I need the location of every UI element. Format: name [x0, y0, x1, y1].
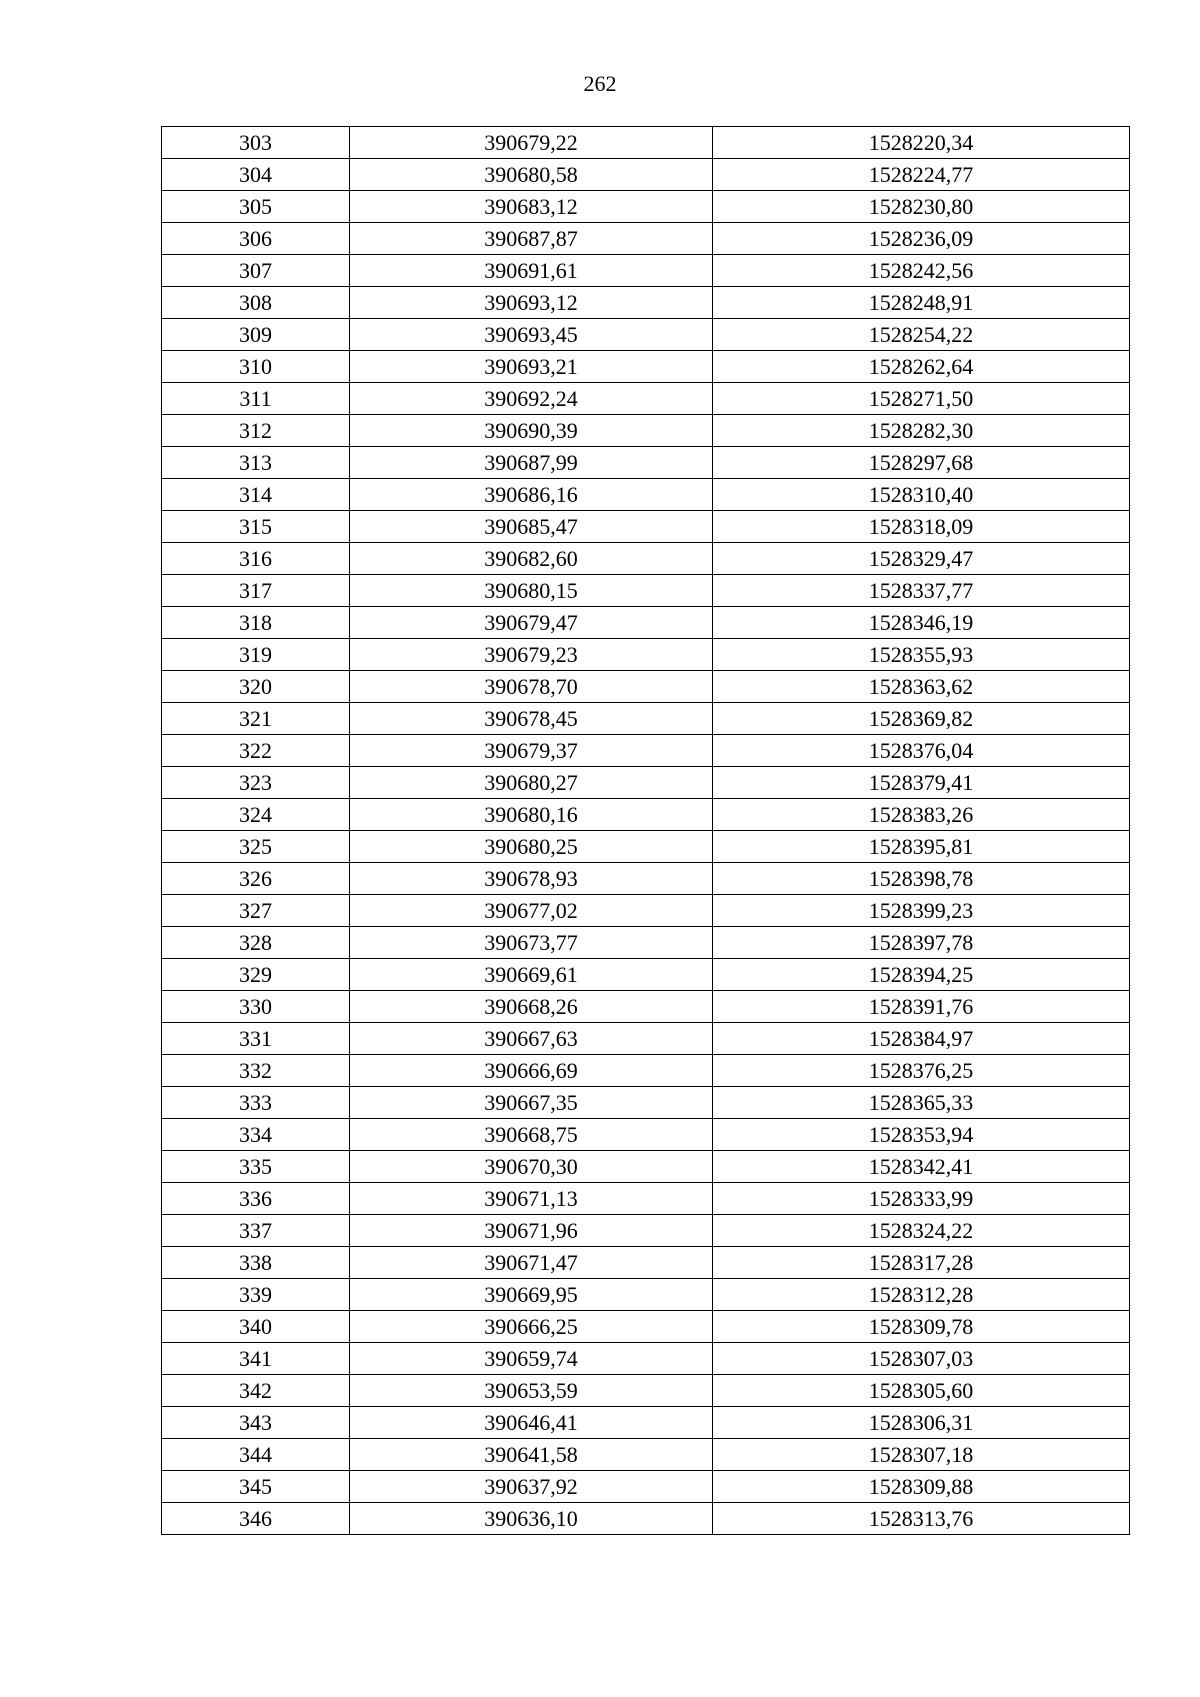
y-coordinate-cell: 1528363,62 [713, 671, 1130, 703]
point-number-cell: 340 [162, 1311, 350, 1343]
y-coordinate-cell: 1528309,78 [713, 1311, 1130, 1343]
y-coordinate-cell: 1528346,19 [713, 607, 1130, 639]
table-row [162, 1247, 1130, 1279]
x-coordinate-cell: 390671,13 [350, 1183, 713, 1215]
x-coordinate-cell: 390670,30 [350, 1151, 713, 1183]
table-row [162, 255, 1130, 287]
x-coordinate-cell: 390679,23 [350, 639, 713, 671]
table-row [162, 575, 1130, 607]
y-coordinate-cell: 1528333,99 [713, 1183, 1130, 1215]
point-number-cell: 312 [162, 415, 350, 447]
point-number-cell: 324 [162, 799, 350, 831]
table-row [162, 1439, 1130, 1471]
point-number-cell: 317 [162, 575, 350, 607]
x-coordinate-cell: 390693,12 [350, 287, 713, 319]
y-coordinate-cell: 1528384,97 [713, 1023, 1130, 1055]
y-coordinate-cell: 1528376,25 [713, 1055, 1130, 1087]
table-row [162, 1183, 1130, 1215]
table-row [162, 1055, 1130, 1087]
point-number-cell: 338 [162, 1247, 350, 1279]
x-coordinate-cell: 390666,69 [350, 1055, 713, 1087]
x-coordinate-cell: 390641,58 [350, 1439, 713, 1471]
table-row [162, 159, 1130, 191]
point-number-cell: 306 [162, 223, 350, 255]
point-number-cell: 330 [162, 991, 350, 1023]
table-row [162, 511, 1130, 543]
point-number-cell: 311 [162, 383, 350, 415]
point-number-cell: 345 [162, 1471, 350, 1503]
table-row [162, 1151, 1130, 1183]
point-number-cell: 316 [162, 543, 350, 575]
y-coordinate-cell: 1528391,76 [713, 991, 1130, 1023]
y-coordinate-cell: 1528307,18 [713, 1439, 1130, 1471]
table-row [162, 1023, 1130, 1055]
y-coordinate-cell: 1528324,22 [713, 1215, 1130, 1247]
point-number-cell: 304 [162, 159, 350, 191]
x-coordinate-cell: 390678,93 [350, 863, 713, 895]
x-coordinate-cell: 390680,58 [350, 159, 713, 191]
x-coordinate-cell: 390685,47 [350, 511, 713, 543]
y-coordinate-cell: 1528318,09 [713, 511, 1130, 543]
x-coordinate-cell: 390678,45 [350, 703, 713, 735]
coordinates-table-body [162, 127, 1130, 1535]
table-row [162, 1215, 1130, 1247]
table-row [162, 127, 1130, 159]
point-number-cell: 337 [162, 1215, 350, 1247]
point-number-cell: 315 [162, 511, 350, 543]
y-coordinate-cell: 1528379,41 [713, 767, 1130, 799]
y-coordinate-cell: 1528254,22 [713, 319, 1130, 351]
y-coordinate-cell: 1528317,28 [713, 1247, 1130, 1279]
x-coordinate-cell: 390677,02 [350, 895, 713, 927]
table-row [162, 319, 1130, 351]
table-row [162, 1119, 1130, 1151]
y-coordinate-cell: 1528271,50 [713, 383, 1130, 415]
y-coordinate-cell: 1528342,41 [713, 1151, 1130, 1183]
table-row [162, 671, 1130, 703]
y-coordinate-cell: 1528282,30 [713, 415, 1130, 447]
y-coordinate-cell: 1528248,91 [713, 287, 1130, 319]
x-coordinate-cell: 390692,24 [350, 383, 713, 415]
x-coordinate-cell: 390680,15 [350, 575, 713, 607]
x-coordinate-cell: 390680,25 [350, 831, 713, 863]
x-coordinate-cell: 390671,96 [350, 1215, 713, 1247]
y-coordinate-cell: 1528398,78 [713, 863, 1130, 895]
table-row [162, 1375, 1130, 1407]
table-row [162, 735, 1130, 767]
x-coordinate-cell: 390679,47 [350, 607, 713, 639]
x-coordinate-cell: 390691,61 [350, 255, 713, 287]
point-number-cell: 332 [162, 1055, 350, 1087]
table-row [162, 543, 1130, 575]
point-number-cell: 333 [162, 1087, 350, 1119]
table-row [162, 895, 1130, 927]
table-row [162, 479, 1130, 511]
table-row [162, 351, 1130, 383]
point-number-cell: 339 [162, 1279, 350, 1311]
table-row [162, 1087, 1130, 1119]
point-number-cell: 318 [162, 607, 350, 639]
y-coordinate-cell: 1528313,76 [713, 1503, 1130, 1535]
page-number: 262 [583, 71, 617, 96]
x-coordinate-cell: 390693,21 [350, 351, 713, 383]
point-number-cell: 328 [162, 927, 350, 959]
point-number-cell: 335 [162, 1151, 350, 1183]
x-coordinate-cell: 390680,27 [350, 767, 713, 799]
y-coordinate-cell: 1528365,33 [713, 1087, 1130, 1119]
x-coordinate-cell: 390673,77 [350, 927, 713, 959]
table-row [162, 447, 1130, 479]
y-coordinate-cell: 1528395,81 [713, 831, 1130, 863]
point-number-cell: 303 [162, 127, 350, 159]
point-number-cell: 343 [162, 1407, 350, 1439]
y-coordinate-cell: 1528376,04 [713, 735, 1130, 767]
point-number-cell: 346 [162, 1503, 350, 1535]
y-coordinate-cell: 1528297,68 [713, 447, 1130, 479]
table-row [162, 991, 1130, 1023]
x-coordinate-cell: 390669,95 [350, 1279, 713, 1311]
x-coordinate-cell: 390667,35 [350, 1087, 713, 1119]
y-coordinate-cell: 1528309,88 [713, 1471, 1130, 1503]
x-coordinate-cell: 390637,92 [350, 1471, 713, 1503]
point-number-cell: 308 [162, 287, 350, 319]
x-coordinate-cell: 390693,45 [350, 319, 713, 351]
table-row [162, 927, 1130, 959]
point-number-cell: 310 [162, 351, 350, 383]
y-coordinate-cell: 1528312,28 [713, 1279, 1130, 1311]
y-coordinate-cell: 1528305,60 [713, 1375, 1130, 1407]
y-coordinate-cell: 1528224,77 [713, 159, 1130, 191]
x-coordinate-cell: 390659,74 [350, 1343, 713, 1375]
x-coordinate-cell: 390679,22 [350, 127, 713, 159]
y-coordinate-cell: 1528397,78 [713, 927, 1130, 959]
y-coordinate-cell: 1528383,26 [713, 799, 1130, 831]
point-number-cell: 307 [162, 255, 350, 287]
table-row [162, 1471, 1130, 1503]
x-coordinate-cell: 390668,26 [350, 991, 713, 1023]
point-number-cell: 334 [162, 1119, 350, 1151]
x-coordinate-cell: 390690,39 [350, 415, 713, 447]
x-coordinate-cell: 390687,99 [350, 447, 713, 479]
y-coordinate-cell: 1528236,09 [713, 223, 1130, 255]
y-coordinate-cell: 1528355,93 [713, 639, 1130, 671]
table-row [162, 767, 1130, 799]
y-coordinate-cell: 1528353,94 [713, 1119, 1130, 1151]
point-number-cell: 344 [162, 1439, 350, 1471]
point-number-cell: 319 [162, 639, 350, 671]
y-coordinate-cell: 1528220,34 [713, 127, 1130, 159]
table-row [162, 863, 1130, 895]
point-number-cell: 329 [162, 959, 350, 991]
table-row [162, 703, 1130, 735]
x-coordinate-cell: 390679,37 [350, 735, 713, 767]
table-row [162, 959, 1130, 991]
x-coordinate-cell: 390666,25 [350, 1311, 713, 1343]
point-number-cell: 322 [162, 735, 350, 767]
y-coordinate-cell: 1528230,80 [713, 191, 1130, 223]
point-number-cell: 325 [162, 831, 350, 863]
table-row [162, 383, 1130, 415]
x-coordinate-cell: 390678,70 [350, 671, 713, 703]
x-coordinate-cell: 390669,61 [350, 959, 713, 991]
point-number-cell: 309 [162, 319, 350, 351]
table-row [162, 1311, 1130, 1343]
table-row [162, 607, 1130, 639]
table-row [162, 287, 1130, 319]
y-coordinate-cell: 1528262,64 [713, 351, 1130, 383]
point-number-cell: 336 [162, 1183, 350, 1215]
point-number-cell: 321 [162, 703, 350, 735]
table-row [162, 1503, 1130, 1535]
y-coordinate-cell: 1528306,31 [713, 1407, 1130, 1439]
point-number-cell: 323 [162, 767, 350, 799]
y-coordinate-cell: 1528399,23 [713, 895, 1130, 927]
x-coordinate-cell: 390636,10 [350, 1503, 713, 1535]
x-coordinate-cell: 390680,16 [350, 799, 713, 831]
point-number-cell: 326 [162, 863, 350, 895]
y-coordinate-cell: 1528337,77 [713, 575, 1130, 607]
x-coordinate-cell: 390686,16 [350, 479, 713, 511]
y-coordinate-cell: 1528307,03 [713, 1343, 1130, 1375]
point-number-cell: 327 [162, 895, 350, 927]
x-coordinate-cell: 390653,59 [350, 1375, 713, 1407]
table-row [162, 1343, 1130, 1375]
point-number-cell: 313 [162, 447, 350, 479]
y-coordinate-cell: 1528329,47 [713, 543, 1130, 575]
x-coordinate-cell: 390682,60 [350, 543, 713, 575]
x-coordinate-cell: 390667,63 [350, 1023, 713, 1055]
point-number-cell: 331 [162, 1023, 350, 1055]
table-row [162, 191, 1130, 223]
x-coordinate-cell: 390646,41 [350, 1407, 713, 1439]
table-row [162, 831, 1130, 863]
table-row [162, 415, 1130, 447]
y-coordinate-cell: 1528310,40 [713, 479, 1130, 511]
point-number-cell: 342 [162, 1375, 350, 1407]
x-coordinate-cell: 390687,87 [350, 223, 713, 255]
point-number-cell: 320 [162, 671, 350, 703]
point-number-cell: 341 [162, 1343, 350, 1375]
table-row [162, 223, 1130, 255]
x-coordinate-cell: 390668,75 [350, 1119, 713, 1151]
table-row [162, 639, 1130, 671]
table-row [162, 1407, 1130, 1439]
x-coordinate-cell: 390671,47 [350, 1247, 713, 1279]
table-row [162, 1279, 1130, 1311]
point-number-cell: 305 [162, 191, 350, 223]
coordinates-table [161, 126, 1130, 1535]
y-coordinate-cell: 1528394,25 [713, 959, 1130, 991]
point-number-cell: 314 [162, 479, 350, 511]
y-coordinate-cell: 1528369,82 [713, 703, 1130, 735]
y-coordinate-cell: 1528242,56 [713, 255, 1130, 287]
table-row [162, 799, 1130, 831]
x-coordinate-cell: 390683,12 [350, 191, 713, 223]
